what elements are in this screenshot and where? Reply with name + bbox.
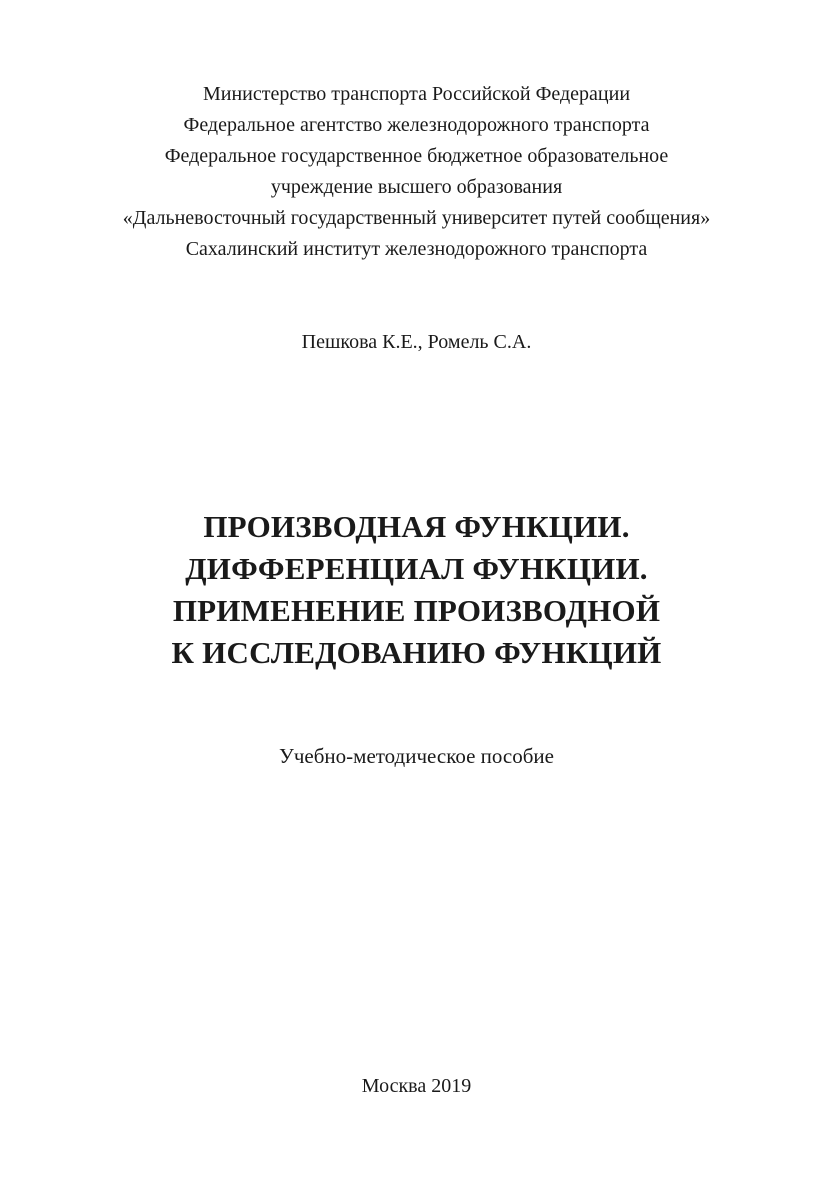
title-line-2: ДИФФЕРЕНЦИАЛ ФУНКЦИИ.: [185, 551, 648, 586]
title-line-3: ПРИМЕНЕНИЕ ПРОИЗВОДНОЙ: [172, 593, 661, 628]
title-line-4: К ИССЛЕДОВАНИЮ ФУНКЦИЙ: [171, 635, 662, 670]
document-type: Учебно-методическое пособие: [278, 744, 554, 768]
imprint-city-year: Москва 2019: [361, 1075, 472, 1097]
organization-line-ministry: Министерство транспорта Российской Федерации: [202, 83, 631, 105]
organization-line-institution-type: Федеральное государственное бюджетное образовательное: [164, 145, 669, 167]
authors: Пешкова К.Е., Ромель С.А.: [301, 331, 532, 353]
title-line-1: ПРОИЗВОДНАЯ ФУНКЦИИ.: [203, 509, 630, 544]
organization-line-institution-level: учреждение высшего образования: [270, 176, 563, 198]
document-title: [0, 506, 833, 674]
organization-line-institute: Сахалинский институт железнодорожного транспорта: [185, 238, 648, 260]
organization-line-agency: Федеральное агентство железнодорожного транспорта: [183, 114, 650, 136]
organization-line-university: «Дальневосточный государственный университет путей сообщения»: [122, 207, 711, 229]
organization-header: [0, 79, 833, 265]
